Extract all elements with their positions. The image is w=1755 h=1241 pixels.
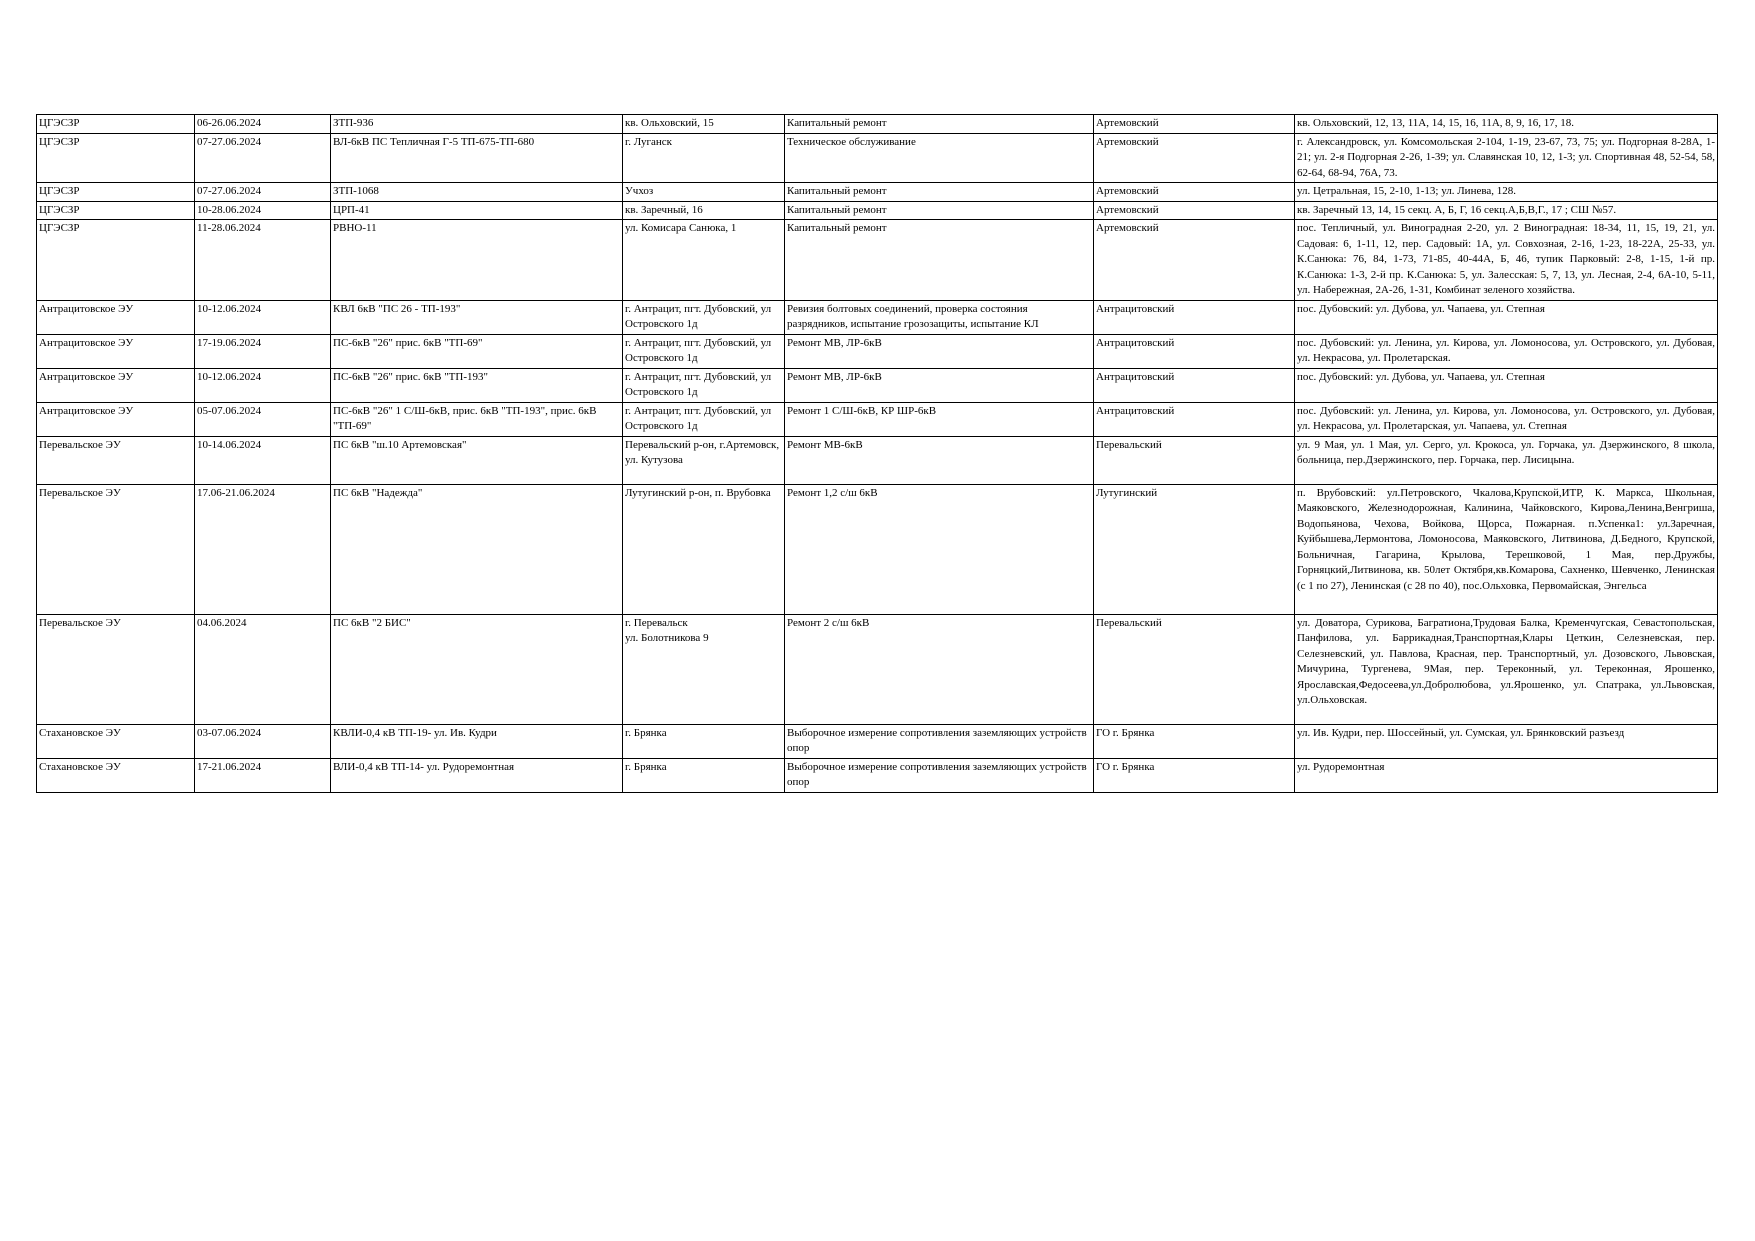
addresses-cell: ул. Рудоремонтная — [1295, 758, 1718, 792]
dates-cell: 17.06-21.06.2024 — [195, 484, 331, 614]
work-type-cell: Техническое обслуживание — [785, 133, 1094, 183]
table-row — [37, 614, 1718, 724]
object-cell: ВЛ-6кВ ПС Тепличная Г-5 ТП-675-ТП-680 — [331, 133, 623, 183]
table-row — [37, 183, 1718, 202]
object-cell: ПС 6кВ "2 БИС" — [331, 614, 623, 724]
district-cell: Антрацитовский — [1094, 368, 1295, 402]
addresses-cell: пос. Дубовский: ул. Ленина, ул. Кирова, ул. Ломоносова, ул. Островского, ул. Дубовая, ул. Некрасова, ул. Пролетарская, ул. Чапаева, ул. Степная — [1295, 402, 1718, 436]
org-cell: Антрацитовское ЭУ — [37, 334, 195, 368]
org-cell: ЦГЭСЗР — [37, 201, 195, 220]
dates-cell: 10-14.06.2024 — [195, 436, 331, 484]
org-cell: ЦГЭСЗР — [37, 220, 195, 301]
addresses-cell: пос. Тепличный, ул. Виноградная 2-20, ул. 2 Виноградная: 18-34, 11, 15, 19, 21, ул. Садовая: 6, 1-11, 12, пер. Садовый: 1А, ул. Совхозная, 2-16, 1-23, 18-22А, 25-33, ул. К.Санюка: 76, 84, 1-73, 71-85, 40-44А, Б, 46, тупик Парковый: 2-8, 1-15, 1-й пр. К.Санюка: 1-3, 2-й пр. К.Санюка: 5, ул. Залесская: 5, 7, 13, ул. Лесная, 2-4, 6А-10, 5-11, ул. Набережная, 2А-26, 1-31, Комбинат зеленого хозяйства. — [1295, 220, 1718, 301]
work-type-cell: Ремонт МВ-6кВ — [785, 436, 1094, 484]
addresses-cell: кв. Ольховский, 12, 13, 11А, 14, 15, 16, 11А, 8, 9, 16, 17, 18. — [1295, 115, 1718, 134]
dates-cell: 07-27.06.2024 — [195, 133, 331, 183]
district-cell: Перевальский — [1094, 614, 1295, 724]
work-type-cell: Выборочное измерение сопротивления заземляющих устройств опор — [785, 758, 1094, 792]
object-cell: ВЛИ-0,4 кВ ТП-14- ул. Рудоремонтная — [331, 758, 623, 792]
org-cell: Перевальское ЭУ — [37, 484, 195, 614]
object-cell: ПС 6кВ "ш.10 Артемовская" — [331, 436, 623, 484]
table-row — [37, 133, 1718, 183]
table-row — [37, 300, 1718, 334]
org-cell: Антрацитовское ЭУ — [37, 300, 195, 334]
dates-cell: 05-07.06.2024 — [195, 402, 331, 436]
object-cell: ЦРП-41 — [331, 201, 623, 220]
location-cell: ул. Комисара Санюка, 1 — [623, 220, 785, 301]
work-type-cell: Капитальный ремонт — [785, 115, 1094, 134]
work-type-cell: Капитальный ремонт — [785, 220, 1094, 301]
location-cell: кв. Заречный, 16 — [623, 201, 785, 220]
district-cell: Антрацитовский — [1094, 300, 1295, 334]
org-cell: ЦГЭСЗР — [37, 183, 195, 202]
object-cell: ЗТП-1068 — [331, 183, 623, 202]
org-cell: Стахановское ЭУ — [37, 724, 195, 758]
object-cell: ПС-6кВ "26" прис. 6кВ "ТП-193" — [331, 368, 623, 402]
work-type-cell: Ремонт 2 с/ш 6кВ — [785, 614, 1094, 724]
work-type-cell: Ремонт МВ, ЛР-6кВ — [785, 334, 1094, 368]
work-type-cell: Ремонт 1,2 с/ш 6кВ — [785, 484, 1094, 614]
object-cell: ПС 6кВ "Надежда" — [331, 484, 623, 614]
object-cell: РВНО-11 — [331, 220, 623, 301]
outage-schedule-table — [36, 114, 1718, 793]
table-row — [37, 115, 1718, 134]
addresses-cell: пос. Дубовский: ул. Дубова, ул. Чапаева, ул. Степная — [1295, 368, 1718, 402]
location-cell: Лутугинский р-он, п. Врубовка — [623, 484, 785, 614]
table-row — [37, 436, 1718, 484]
work-type-cell: Ремонт МВ, ЛР-6кВ — [785, 368, 1094, 402]
dates-cell: 06-26.06.2024 — [195, 115, 331, 134]
location-cell: г. Антрацит, пгт. Дубовский, ул Островского 1д — [623, 300, 785, 334]
table-body — [37, 115, 1718, 793]
district-cell: Артемовский — [1094, 220, 1295, 301]
district-cell: Артемовский — [1094, 115, 1295, 134]
object-cell: ЗТП-936 — [331, 115, 623, 134]
addresses-cell: пос. Дубовский: ул. Дубова, ул. Чапаева, ул. Степная — [1295, 300, 1718, 334]
dates-cell: 10-28.06.2024 — [195, 201, 331, 220]
district-cell: Артемовский — [1094, 201, 1295, 220]
table-row — [37, 758, 1718, 792]
work-type-cell: Капитальный ремонт — [785, 201, 1094, 220]
org-cell: Стахановское ЭУ — [37, 758, 195, 792]
location-cell: г. Антрацит, пгт. Дубовский, ул Островского 1д — [623, 334, 785, 368]
location-cell: Учхоз — [623, 183, 785, 202]
object-cell: ПС-6кВ "26" 1 С/Ш-6кВ, прис. 6кВ "ТП-193", прис. 6кВ "ТП-69" — [331, 402, 623, 436]
org-cell: Антрацитовское ЭУ — [37, 368, 195, 402]
object-cell: КВЛ 6кВ "ПС 26 - ТП-193" — [331, 300, 623, 334]
location-cell: г. Луганск — [623, 133, 785, 183]
dates-cell: 10-12.06.2024 — [195, 300, 331, 334]
org-cell: ЦГЭСЗР — [37, 115, 195, 134]
district-cell: Антрацитовский — [1094, 402, 1295, 436]
org-cell: Перевальское ЭУ — [37, 436, 195, 484]
location-cell: г. Брянка — [623, 758, 785, 792]
work-type-cell: Ревизия болтовых соединений, проверка состояния разрядников, испытание грозозащиты, испытание КЛ — [785, 300, 1094, 334]
dates-cell: 10-12.06.2024 — [195, 368, 331, 402]
work-type-cell: Капитальный ремонт — [785, 183, 1094, 202]
district-cell: Лутугинский — [1094, 484, 1295, 614]
dates-cell: 17-21.06.2024 — [195, 758, 331, 792]
district-cell: ГО г. Брянка — [1094, 724, 1295, 758]
addresses-cell: г. Александровск, ул. Комсомольская 2-104, 1-19, 23-67, 73, 75; ул. Подгорная 8-28А, 1-21; ул. 2-я Подгорная 2-26, 1-39; ул. Славянская 10, 12, 1-3; ул. Спортивная 48, 52-54, 58, 62-64, 68-94, 76А, 73. — [1295, 133, 1718, 183]
dates-cell: 04.06.2024 — [195, 614, 331, 724]
table-row — [37, 201, 1718, 220]
location-cell: г. Антрацит, пгт. Дубовский, ул Островского 1д — [623, 368, 785, 402]
location-cell: г. Перевальск ул. Болотникова 9 — [623, 614, 785, 724]
addresses-cell: ул. Ив. Кудри, пер. Шоссейный, ул. Сумская, ул. Брянковский разъезд — [1295, 724, 1718, 758]
addresses-cell: п. Врубовский: ул.Петровского, Чкалова,Крупской,ИТР, К. Маркса, Школьная, Маяковского, Железнодорожная, Калинина, Чайковского, Кирова,Ленина,Венгриша, Водопьянова, Чехова, Войкова, Щорса, Пожарная. п.Успенка1: ул.Заречная, Куйбышева,Лермонтова, Ломоносова, Маяковского, Литвинова, Д.Бедного, Крупской, Больничная, Гагарина, Крылова, Терешковой, 1 Мая, пер.Дружбы, Горняцкий,Литвинова, кв. 50лет Октября,кв.Комарова, Сахненко, Шевченко, Ленинская (с 1 по 27), Ленинская (с 28 по 40), пос.Ольховка, Первомайская, Энгельса — [1295, 484, 1718, 614]
org-cell: ЦГЭСЗР — [37, 133, 195, 183]
dates-cell: 03-07.06.2024 — [195, 724, 331, 758]
location-cell: Перевальский р-он, г.Артемовск, ул. Кутузова — [623, 436, 785, 484]
work-type-cell: Выборочное измерение сопротивления заземляющих устройств опор — [785, 724, 1094, 758]
table-row — [37, 724, 1718, 758]
work-type-cell: Ремонт 1 С/Ш-6кВ, КР ШР-6кВ — [785, 402, 1094, 436]
district-cell: Перевальский — [1094, 436, 1295, 484]
dates-cell: 17-19.06.2024 — [195, 334, 331, 368]
addresses-cell: ул. 9 Мая, ул. 1 Мая, ул. Серго, ул. Крокоса, ул. Горчака, ул. Дзержинского, 8 школа, больница, пер.Дзержинского, пер. Горчака, пер. Лисицына. — [1295, 436, 1718, 484]
addresses-cell: пос. Дубовский: ул. Ленина, ул. Кирова, ул. Ломоносова, ул. Островского, ул. Дубовая, ул. Некрасова, ул. Пролетарская. — [1295, 334, 1718, 368]
table-row — [37, 402, 1718, 436]
addresses-cell: кв. Заречный 13, 14, 15 секц. А, Б, Г, 16 секц.А,Б,В,Г., 17 ; СШ №57. — [1295, 201, 1718, 220]
object-cell: КВЛИ-0,4 кВ ТП-19- ул. Ив. Кудри — [331, 724, 623, 758]
table-row — [37, 484, 1718, 614]
district-cell: Артемовский — [1094, 183, 1295, 202]
table-row — [37, 334, 1718, 368]
addresses-cell: ул. Цетральная, 15, 2-10, 1-13; ул. Линева, 128. — [1295, 183, 1718, 202]
location-cell: г. Брянка — [623, 724, 785, 758]
location-cell: г. Антрацит, пгт. Дубовский, ул Островского 1д — [623, 402, 785, 436]
location-cell: кв. Ольховский, 15 — [623, 115, 785, 134]
district-cell: Артемовский — [1094, 133, 1295, 183]
object-cell: ПС-6кВ "26" прис. 6кВ "ТП-69" — [331, 334, 623, 368]
org-cell: Антрацитовское ЭУ — [37, 402, 195, 436]
addresses-cell: ул. Доватора, Сурикова, Багратиона,Трудовая Балка, Кременчугская, Севастопольская, Панфилова, ул. Баррикадная,Транспортная,Клары Цеткин, Селезневская, пер. Селезневский, ул. Павлова, Красная, пер. Транспортный, ул. Дозовского, Львовская, Мичурина, Тургенева, 9Мая, пер. Тереконный, ул. Тереконная, Ярошенко, Ярославская,Федосеева,ул.Добролюбова, ул.Ярошенко, ул. Спатрака, ул.Львовская, ул.Ольховская. — [1295, 614, 1718, 724]
dates-cell: 07-27.06.2024 — [195, 183, 331, 202]
org-cell: Перевальское ЭУ — [37, 614, 195, 724]
dates-cell: 11-28.06.2024 — [195, 220, 331, 301]
district-cell: Антрацитовский — [1094, 334, 1295, 368]
table-row — [37, 220, 1718, 301]
table-row — [37, 368, 1718, 402]
district-cell: ГО г. Брянка — [1094, 758, 1295, 792]
